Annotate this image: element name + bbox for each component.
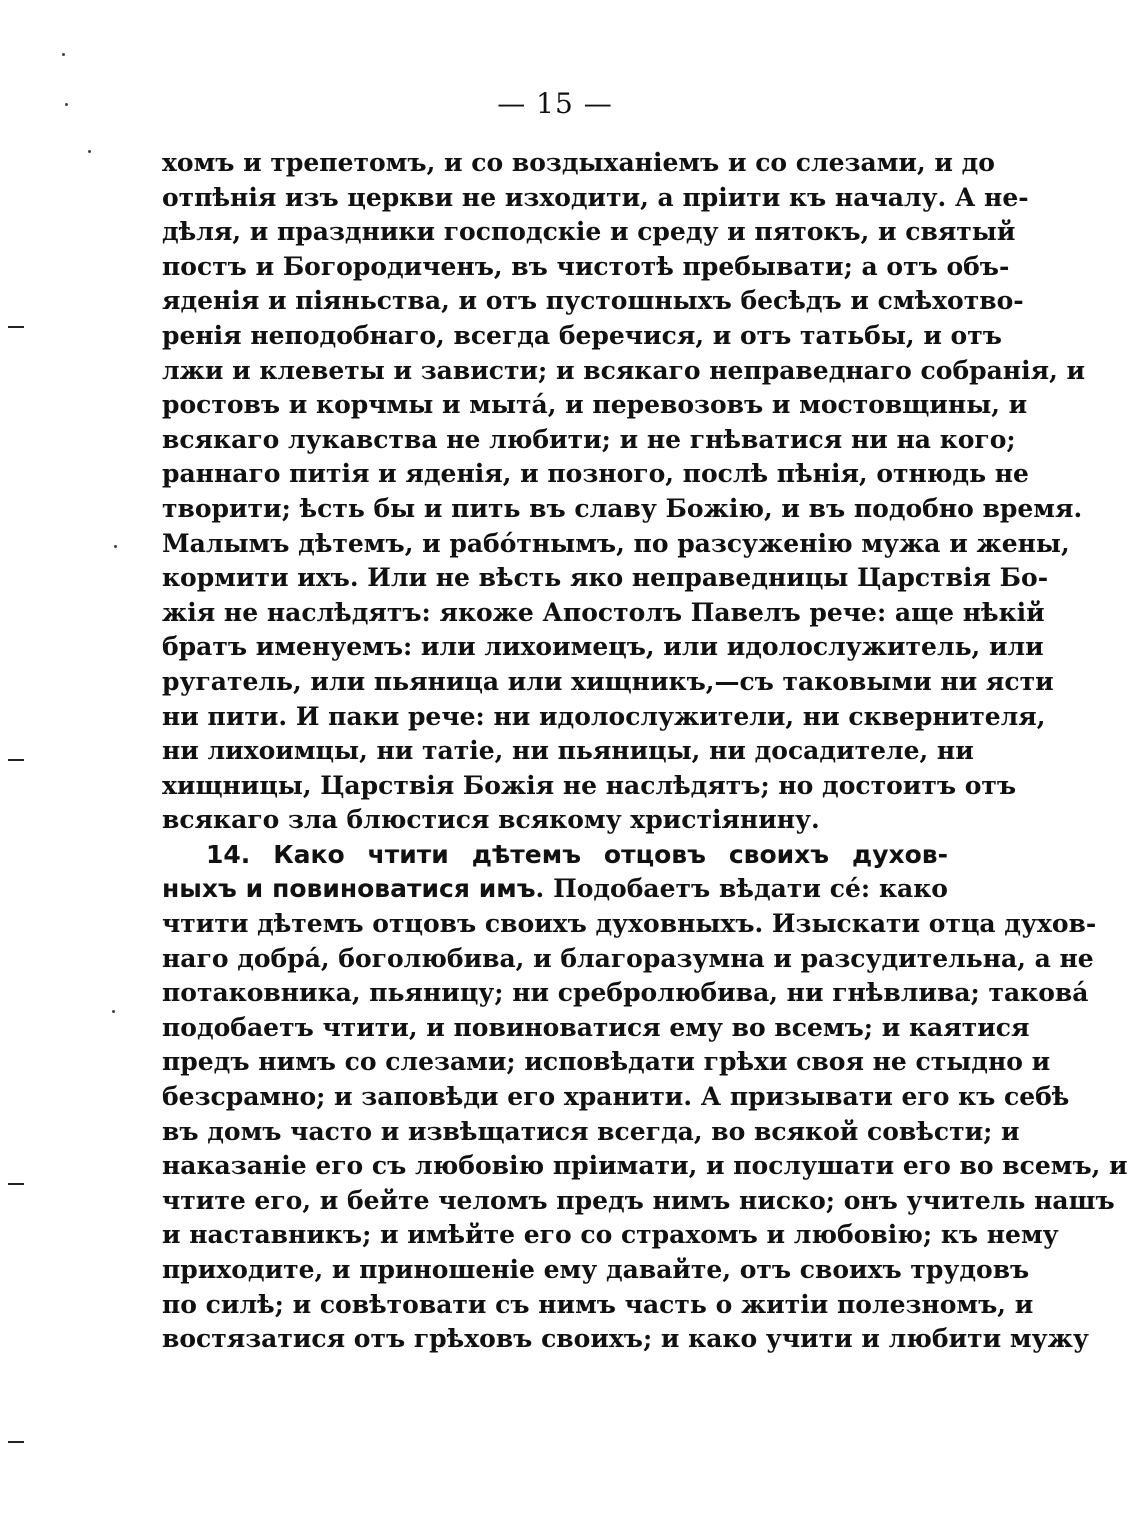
text-line: хомъ и трепетомъ, и со воздыханіемъ и со слезами, и до [162,148,995,177]
text-line: постъ и Богородиченъ, въ чистотѣ пребывати; а отъ объ- [162,251,1010,281]
text-line: Малымъ дѣтемъ, и рабóтнымъ, по разсуженію мужа и жены, [162,528,1070,558]
text-line: ни пити. И паки рече: ни идолослужители, ни сквернителя, [162,701,1046,731]
section-14 [162,838,1128,1357]
text-line: отпѣнія изъ церкви не изходити, а пріити къ началу. А не- [162,182,1029,212]
text-line: въ домъ часто и извѣщатися всегда, во всякой совѣсти; и [162,1116,1020,1146]
paragraph-1 [162,146,1086,838]
scan-mark [8,759,24,761]
text-line: наго добрá, боголюбива, и благоразумна и разсудительна, а не [162,943,1094,973]
text-line: приходите, и приношеніе ему давайте, отъ своихъ трудовъ [162,1255,1030,1284]
text-line: безсрамно; и заповѣди его хранити. А призывати его къ себѣ [162,1082,1070,1112]
scan-dot [112,1010,115,1013]
text-line: ростовъ и корчмы и мытá, и перевозовъ и мостовщины, и [162,390,1028,420]
text-line: жія не наслѣдятъ: якоже Апостолъ Павелъ рече: аще нѣкій [162,597,1045,627]
page-body [162,146,1128,1357]
text-line: ругатель, или пьяница или хищникъ,—съ таковыми ни ясти [162,666,1054,696]
text-line: ренія неподобнаго, всегда беречися, и отъ татьбы, и отъ [162,320,1002,350]
text-line: братъ именуемъ: или лихоимецъ, или идолослужитель, или [162,632,1044,662]
text-line: всякаго лукавства не любити; и не гнѣватися ни на кого; [162,424,1016,454]
scan-mark [8,326,24,328]
text-line: чтити дѣтемъ отцовъ своихъ духовныхъ. Изыскати отца духов- [162,909,1097,939]
text-line [162,872,948,907]
text-line: кормити ихъ. Или не вѣсть яко неправедницы Царствія Бо- [162,563,1049,593]
text-line: творити; ѣсть бы и пить въ славу Божію, и въ подобно время. [162,493,1083,523]
text-line: ни лихоимцы, ни татіе, ни пьяницы, ни досадителе, ни [162,736,974,766]
text-line: востязатися отъ грѣховъ своихъ; и како учити и любити мужу [162,1324,1089,1354]
text-line: хищницы, Царствія Божія не наслѣдятъ; но достоитъ отъ [162,770,1017,800]
text-fragment: . Подобаетъ вѣдати сé: како [535,874,948,904]
text-line: лжи и клеветы и зависти; и всякаго неправеднаго собранія, и [162,355,1086,385]
text-line: и наставникъ; и имѣйте его со страхомъ и любовію; къ нему [162,1220,1059,1250]
scan-dot [88,150,91,153]
scan-dot [62,53,65,56]
text-line: дѣля, и праздники господскіе и среду и пятокъ, и святый [162,217,1016,247]
text-line: потаковника, пьяницу; ни сребролюбива, ни гнѣвлива; таковá [162,978,1089,1008]
section-heading: 14. Како чтити дѣтемъ отцовъ своихъ духов- [206,839,948,869]
scan-mark [8,1441,24,1443]
section-heading-continuation: ныхъ и повиноватися имъ [162,874,536,904]
text-line: чтите его, и бейте челомъ предъ нимъ ниско; онъ учитель нашъ [162,1185,1115,1215]
text-line: яденія и піяньства, и отъ пустошныхъ бесѣдъ и смѣхотво- [162,286,1024,316]
page-number: — 15 — [497,87,613,120]
text-line: по силѣ; и совѣтовати съ нимъ часть о житіи полезномъ, и [162,1289,1034,1319]
text-line: наказаніе его съ любовію пріимати, и послушати его во всемъ, и [162,1151,1128,1181]
text-line: раннаго питія и яденія, и позного, послѣ пѣнія, отнюдь не [162,459,1029,489]
text-line: подобаетъ чтити, и повиноватися ему во всемъ; и каятися [162,1012,1030,1042]
text-line: всякаго зла блюстися всякому христіянину. [162,805,820,835]
scan-mark [8,1183,24,1185]
scan-dot [114,545,117,548]
text-line: предъ нимъ со слезами; исповѣдати грѣхи своя не стыдно и [162,1047,1051,1077]
